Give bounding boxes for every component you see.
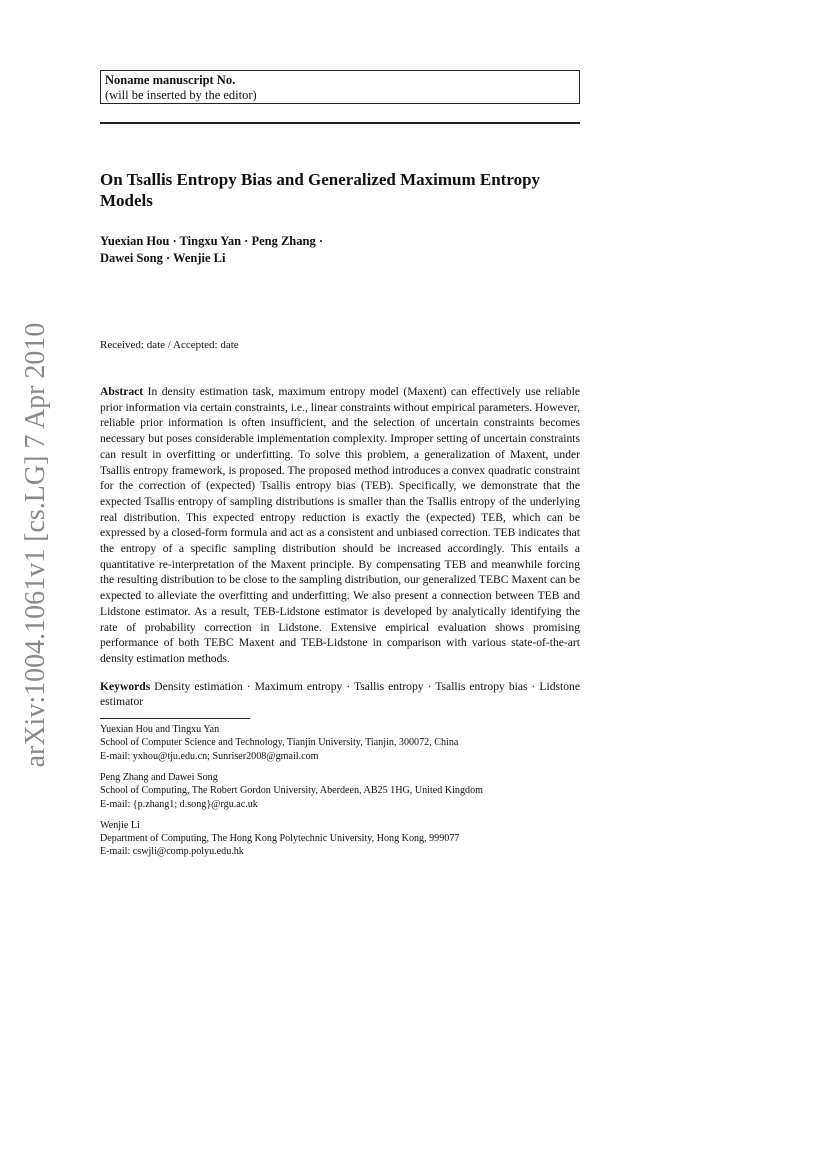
affiliation-names: Wenjie Li bbox=[100, 819, 140, 831]
authors-line-1: Yuexian Hou · Tingxu Yan · Peng Zhang · bbox=[100, 234, 324, 248]
affiliations bbox=[100, 723, 580, 859]
manuscript-header-box bbox=[100, 70, 580, 104]
abstract-text: In density estimation task, maximum entropy model (Maxent) can effectively use reliable prior information via certain constraints, i.e., linear constraints without empirical parameters. However, reliable prior information is often insufficient, and the selection of uncertain constraints becomes necessary but poses considerable implementation complexity. Improper setting of uncertain constraints can result in overfitting or underfitting. To solve this problem, a generalization of Maxent, under Tsallis entropy framework, is proposed. The proposed method introduces a convex quadratic constraint for the correction of (expected) Tsallis entropy bias (TEB). Specifically, we demonstrate that the expected Tsallis entropy of sampling distributions is smaller than the Tsallis entropy of the underlying real distribution. This expected entropy reduction is exactly the (expected) TEB, which can be expressed by a closed-form formula and act as a consistent and unbiased correction. TEB indicates that the entropy of a specific sampling distribution should be increased accordingly. This entails a quantitative re-interpretation of the Maxent principle. By compensating TEB and meanwhile forcing the resulting distribution to be close to the sampling distribution, our generalized TEBC Maxent can be expected to alleviate the overfitting and underfitting. We also present a connection between TEB and Lidstone estimator. As a result, TEB-Lidstone estimator is developed by analytically identifying the rate of probability correction in Lidstone. Extensive empirical evaluation shows promising performance of both TEBC Maxent and TEB-Lidstone in comparison with various state-of-the-art density estimation methods. bbox=[100, 385, 580, 665]
affiliation-address: School of Computer Science and Technology, Tianjin University, Tianjin, 300072, China bbox=[100, 737, 459, 749]
affiliation-names: Peng Zhang and Dawei Song bbox=[100, 771, 218, 783]
arxiv-stamp-text: arXiv:1004.1061v1 [cs.LG] 7 Apr 2010 bbox=[20, 322, 51, 768]
manuscript-number: Noname manuscript No. bbox=[105, 73, 236, 87]
abstract-label: Abstract bbox=[100, 385, 144, 398]
footnote-rule bbox=[100, 718, 250, 719]
affiliation-email: E-mail: cswjli@comp.polyu.edu.hk bbox=[100, 846, 244, 858]
keywords-label: Keywords bbox=[100, 679, 151, 693]
arxiv-stamp bbox=[14, 322, 58, 768]
manuscript-note: (will be inserted by the editor) bbox=[105, 88, 257, 102]
author-list bbox=[100, 233, 580, 267]
affiliation-email: E-mail: {p.zhang1; d.song}@rgu.ac.uk bbox=[100, 798, 258, 810]
affiliation-email: E-mail: yxhou@tju.edu.cn; Sunriser2008@gmail.com bbox=[100, 750, 319, 762]
paper-page bbox=[100, 70, 580, 867]
affiliation-address: School of Computing, The Robert Gordon University, Aberdeen, AB25 1HG, United Kingdom bbox=[100, 785, 483, 797]
keywords-text: Density estimation · Maximum entropy · Tsallis entropy · Tsallis entropy bias · Lidstone estimator bbox=[100, 679, 580, 709]
received-date: Received: date / Accepted: date bbox=[100, 339, 239, 351]
authors-line-2: Dawei Song · Wenjie Li bbox=[100, 251, 226, 265]
header-rule bbox=[100, 122, 580, 124]
paper-title: On Tsallis Entropy Bias and Generalized Maximum Entropy Models bbox=[100, 170, 541, 210]
abstract bbox=[100, 384, 580, 667]
affiliation-names: Yuexian Hou and Tingxu Yan bbox=[100, 724, 220, 736]
affiliation-block bbox=[100, 819, 580, 859]
affiliation-block bbox=[100, 723, 580, 763]
affiliation-block bbox=[100, 771, 580, 811]
affiliation-address: Department of Computing, The Hong Kong Polytechnic University, Hong Kong, 999077 bbox=[100, 833, 460, 845]
keywords bbox=[100, 679, 580, 710]
